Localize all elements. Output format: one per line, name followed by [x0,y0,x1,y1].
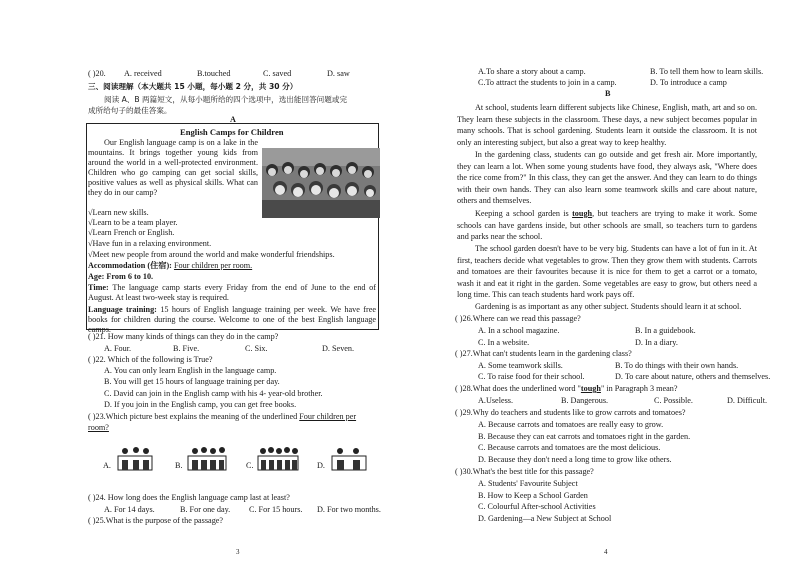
q22-option-b: B. You will get 15 hours of language training per day. [104,377,280,386]
q27-option-a: A. Some teamwork skills. [478,361,563,370]
time-label: Time: [88,283,109,292]
q30-option-b: B. How to Keep a School Garden [478,491,588,500]
q25-num: ( )25. [88,516,106,525]
q29-option-c: C. Because carrots and tomatoes are the most delicious. [478,443,661,452]
q29-question: Why do teachers and students like to grow carrots and tomatoes? [472,408,686,417]
q29-option-b: B. Because they can eat carrots and tomatoes right in the garden. [478,432,691,441]
passage-a-paragraph-1: Our English language camp is on a lake in the mountains. It brings together young kids from around the world in a well-protected environment. Children who go camping can get social skills, positive values as well as physical skills. What can they do in our camp? [88,138,258,197]
passage-b-paragraph-1: At school, students learn different subjects like Chinese, English, math, art and so on. They learn these subjects in the classroom. These days, a new subject becomes popular in many schools. That is school gardening. Students learn it outside the classroom. It is not only an interesting subject, but also a great way to keep healthy. [457,103,757,147]
q23-picture-d [326,442,372,474]
q29-num: ( )29. [455,408,473,417]
camp-children-photo [262,148,380,218]
page-number-3: 3 [236,548,240,556]
p3-end: , but teachers are trying to make it work. Some schools can have gardens inside, but other schools are small, so teachers turn to gardens and parks near the school. [457,209,758,242]
q23-underlined: Four children per [299,412,357,421]
page-number-4: 4 [604,548,608,556]
training-text: 15 hours of English language training per week. We have free books for children during the course. Welcome to one of the best English language camps. [88,305,377,334]
list-item-3: √Learn French or English. [88,228,175,237]
q29-option-a: A. Because carrots and tomatoes are really easy to grow. [478,420,664,429]
section-title: 三、阅读理解（本大题共 15 小题，每小题 2 分，共 30 分） [88,82,298,91]
q20-option-b: B.touched [197,69,231,78]
q23-label-a: A. [103,461,111,470]
passage-b-paragraph-5: Gardening is as important as any other subject. Students should learn it at school. [475,302,742,311]
list-item-2: √Learn to be a team player. [88,218,178,227]
q30-option-c: C. Colourful After-school Activities [478,502,596,511]
time-text: The language camp starts every Friday from the end of June to the end of August. At least two-week stay is required. [88,283,377,302]
q21-question: How many kinds of things can they do in the camp? [107,332,279,341]
training-paragraph [88,305,376,335]
q24-line [88,493,290,503]
q21-option-b: B. Five. [173,344,200,353]
q26-option-a: A. In a school magazine. [478,326,560,335]
q23-line-2: room? [88,423,109,432]
q30-option-d: D. Gardening—a New Subject at School [478,514,612,523]
q30-option-a: A. Students' Favourite Subject [478,479,578,488]
q27-option-d: D. To care about nature, others and themselves. [615,372,771,381]
q23-picture-a [112,442,158,474]
q23-label-d: D. [317,461,325,470]
q28-line [455,384,677,394]
q27-num: ( )27. [455,349,473,358]
q28-option-a: A.Useless. [478,396,514,405]
accommodation-value: Four children per room. [173,261,253,270]
q27-option-c: C. To raise food for their school. [478,372,585,381]
q22-option-d: D. If you join in the English camp, you can get free books. [104,400,297,409]
accommodation-line [88,261,252,271]
q24-option-a: A. For 14 days. [104,505,155,514]
q21-option-d: D. Seven. [322,344,355,353]
q26-line [455,314,581,324]
q25-option-d: D. To introduce a camp [650,78,727,87]
q22-option-a: A. You can only learn English in the language camp. [104,366,277,375]
list-item-5: √Meet new people from around the world and make wonderful friendships. [88,250,335,259]
q26-question: Where can we read this passage? [472,314,581,323]
q26-option-b: B. In a guidebook. [635,326,696,335]
q25-option-a: A.To share a story about a camp. [478,67,586,76]
q22-question: Which of the following is True? [107,355,213,364]
q24-option-d: D. For two months. [317,505,381,514]
q25-line [88,516,223,526]
q28-question-end: " in Paragraph 3 mean? [600,384,678,393]
q23-line-1 [88,412,356,422]
q30-num: ( )30. [455,467,473,476]
q21-option-c: C. Six. [245,344,268,353]
list-item-4: √Have fun in a relaxing environment. [88,239,212,248]
q25-option-c: C.To attract the students to join in a camp. [478,78,617,87]
q21-num: ( )21. [88,332,106,341]
q24-question: How long does the English language camp last at least? [107,493,290,502]
time-paragraph [88,283,376,303]
q28-underlined-word: tough [580,384,601,393]
q20-option-d: D. saw [327,69,350,78]
q28-question-start: What does the underlined word " [472,384,581,393]
q26-num: ( )26. [455,314,473,323]
passage-b-paragraph-2: In the gardening class, students can go outside and get fresh air. More importantly, they can learn a lot. When some young students have food, they always ask, "Where does the rice come from?" In this class, they can get the answer. And they can learn to do things with their own hands. They can also learn some teamwork skills and care about nature, others and themselves. [457,150,757,206]
q21-option-a: A. Four. [104,344,132,353]
q26-option-d: D. In a diary. [635,338,678,347]
q20-num: ( )20. [88,69,106,78]
q26-option-c: C. In a website. [478,338,530,347]
q20-option-a: A. received [124,69,162,78]
q25-question: What is the purpose of the passage? [105,516,224,525]
training-label: Language training: [88,305,157,314]
q23-picture-c [255,442,301,474]
q23-picture-b [184,442,230,474]
accommodation-label: Accommodation (住宿): [88,261,172,270]
right-page [397,0,794,561]
q25-option-b: B. To tell them how to learn skills. [650,67,764,76]
camp-children-photo-graphic [262,148,380,218]
p3-underlined-word: tough [572,209,593,218]
q21-line [88,332,278,342]
q27-option-b: B. To do things with their own hands. [615,361,739,370]
q29-option-d: D. Because they don't need a long time to grow like others. [478,455,672,464]
age-line: Age: From 6 to 10. [88,272,154,281]
passage-a-label: A [230,115,236,124]
q22-option-c: C. David can join in the English camp with his 4- year-old brother. [104,389,323,398]
q30-line [455,467,594,477]
q27-line [455,349,632,359]
passage-b-label: B [605,89,611,98]
q24-option-c: C. For 15 hours. [249,505,303,514]
q27-question: What can't students learn in the gardening class? [472,349,632,358]
q22-line [88,355,212,365]
q23-label-b: B. [175,461,183,470]
q20-option-c: C. saved [263,69,292,78]
q28-option-d: D. Difficult. [727,396,768,405]
q28-option-b: B. Dangerous. [561,396,609,405]
q24-option-b: B. For one day. [180,505,231,514]
q30-question: What's the best title for this passage? [472,467,594,476]
q28-num: ( )28. [455,384,473,393]
q24-num: ( )24. [88,493,106,502]
section-instruction-2: 成所给句子的最佳答案。 [88,106,172,115]
q28-option-c: C. Possible. [654,396,693,405]
p3-start: Keeping a school garden is [475,209,573,218]
section-instruction-1: 阅读 A、B 两篇短文，从每小题所给的四个选项中，选出能回答问题或完 [104,95,348,104]
passage-a-title: English Camps for Children [180,127,284,137]
passage-b-paragraph-3 [457,208,757,243]
q29-line [455,408,686,418]
passage-b-paragraph-4: The school garden doesn't have to be very big. Students can have a lot of fun in it. At first, teachers decide what vegetables to grow. Then they grow them with students. Carrots and tomatoes are their favourites because it is nice for them to get a carrot or a tomato, wash it and eat it right in the garden. Some vegetables are easy to grow, but others need a long time. This can teach students hard work pays off. [457,244,757,300]
q23-question: ( )23.Which picture best explains the meaning of the underlined [88,412,300,421]
q22-num: ( )22. [88,355,106,364]
q23-label-c: C. [246,461,254,470]
list-item-1: √Learn new skills. [88,208,149,217]
